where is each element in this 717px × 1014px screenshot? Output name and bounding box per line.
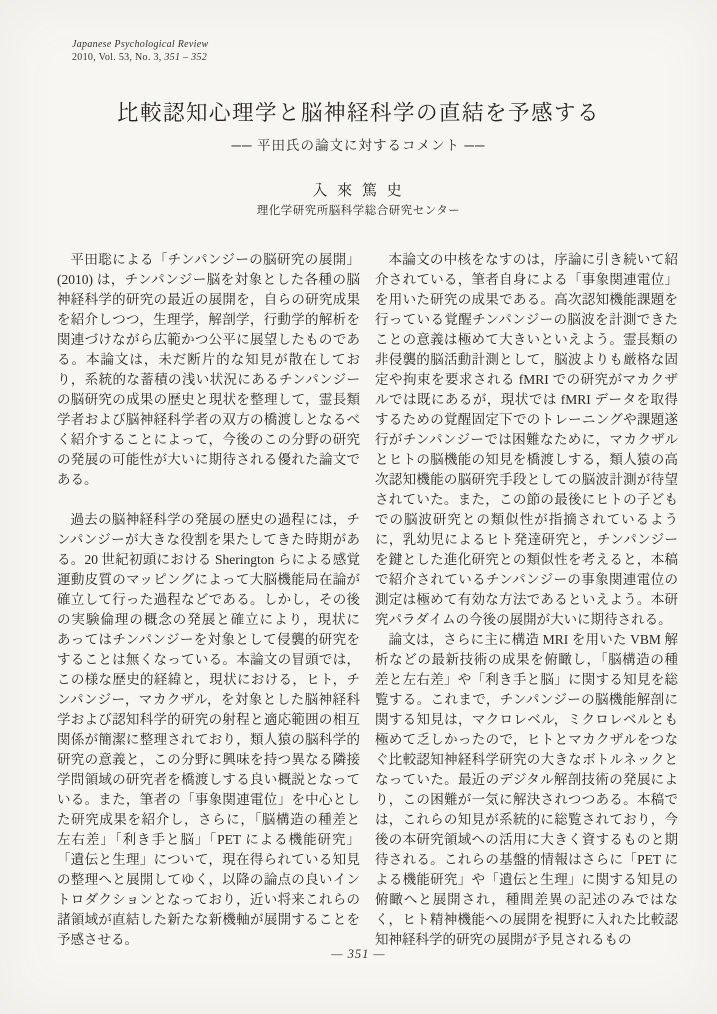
left-column-paragraph-1: 平田聡による「チンパンジーの脳研究の展開」(2010) は，チンパンジー脳を対象とした各種の脳神経科学的研究の最近の展開を，自らの研究成果を紹介しつつ，生理学，解剖学，行動学的解析を関連づけながら広範かつ公平に展望したものである。本論文は，未だ断片的な知見が散在しており，系統的な蓄積の浅い状況にあるチンパンジーの脳研究の成果の歴史と現状を整理して，霊長類学者および脳神経科学者の双方の橋渡しとなるべく紹介することによって，今後のこの分野の研究の発展の可能性が大いに期待される優れた論文である。 xyxy=(57,252,360,487)
author-affiliation: 理化学研究所脳科学総合研究センター xyxy=(256,205,461,217)
body-columns xyxy=(57,250,678,950)
right-column xyxy=(375,250,678,950)
journal-issue-info: 2010, Vol. 53, No. 3, xyxy=(72,52,162,63)
page-number: — 351 — xyxy=(331,947,386,961)
left-column xyxy=(57,250,360,950)
journal-header xyxy=(72,38,208,64)
journal-name: Japanese Psychological Review xyxy=(72,39,209,50)
right-column-paragraph-1: 本論文の中核をなすのは，序論に引き続いて紹介されている，筆者自身による「事象関連電位」を用いた研究の成果である。高次認知機能課題を行っている覚醒チンパンジーの脳波を計測できたことの意義は極めて大きいといえよう。霊長類の非侵襲的脳活動計測として，脳波よりも厳格な固定や拘束を要求される fMRI での研究がマカクザルでは既にあるが，現状では fMRI データを取得するための覚醒固定下でのトレーニングや課題遂行がチンパンジーでは困難なために，マカクザルとヒトの脳機能の知見を橋渡しする，類人猿の高次認知機能の脳研究手段としての脳波計測が待望されていた。また，この節の最後にヒトの子どもでの脳波研究との類似性が指摘されているように，乳幼児によるヒト発達研究と，チンパンジーを鍵とした進化研究との類似性を考えると，本稿で紹介されているチンパンジーの事象関連電位の測定は極めて有効な方法であるといえよう。本研究パラダイムの今後の展開が大いに期待される。 xyxy=(375,252,678,627)
page-title: 比較認知心理学と脳神経科学の直結を予感する xyxy=(116,101,600,125)
journal-issue-line xyxy=(72,51,208,64)
left-column-paragraph-2: 過去の脳神経科学の発展の歴史の過程には，チンパンジーが大きな役割を果たしてきた時期がある。20 世紀初頭における Sherington らによる感覚運動皮質のマッピングによって大脳機能局在論が確立して行った過程などである。しかし，その後の実験倫理の概念の発展と確立により，現状にあってはチンパンジーを対象として侵襲的研究をすることは無くなっている。本論文の冒頭では，この様な歴史的経緯と，現状における，ヒト，チンパンジー，マカクザル，を対象とした脳神経科学および認知科学的研究の射程と適応範囲の相互関係が簡潔に整理されており，類人猿の脳科学的研究の意義と，この分野に興味を持つ異なる隣接学問領域の研究者を橋渡しする良い概説となっている。また，筆者の「事象関連電位」を中心とした研究成果を紹介し，さらに，「脳構造の種差と左右差」「利き手と脳」「PET による機能研究」「遺伝と生理」について，現在得られている知見の整理へと展開してゆく，以降の論点の良いイントロダクションとなっており，近い将来これらの諸領域が直結した新たな新機軸が展開することを予感させる。 xyxy=(57,512,360,947)
right-column-paragraph-2: 論文は，さらに主に構造 MRI を用いた VBM 解析などの最新技術の成果を俯瞰し，「脳構造の種差と左右差」や「利き手と脳」に関する知見を総覧する。これまで，チンパンジーの脳機能解剖に関する知見は，マクロレベル，ミクロレベルとも極めて乏しかったので，ヒトとマカクザルをつなぐ比較認知神経科学研究の大きなボトルネックとなっていた。最近のデジタル解剖技術の発展により，この困難が一気に解決されつつある。本稿では，これらの知見が系統的に総覧されており，今後の本研究領域への活用に大きく資するものと期待される。これらの基盤的情報はさらに「PET による機能研究」や「遺伝と生理」に関する知見の俯瞰へと展開され，種間差異の記述のみではなく，ヒト精神機能への展開を視野に入れた比較認知神経科学的研究の展開が予見されるもの xyxy=(375,632,678,947)
page-subtitle: ── 平田氏の論文に対するコメント ── xyxy=(231,138,486,153)
author-name: 入 來 篤 史 xyxy=(312,183,405,199)
journal-page-range: 351 – 352 xyxy=(164,52,208,63)
